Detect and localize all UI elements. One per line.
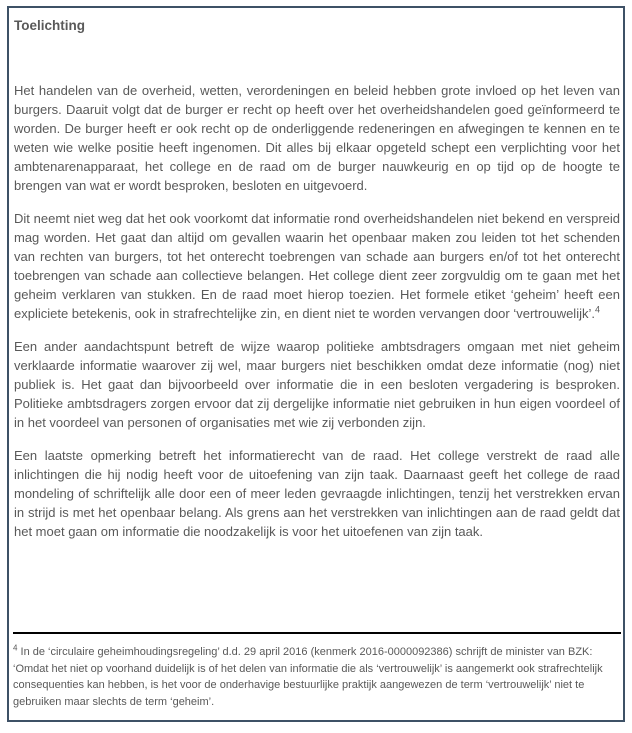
footnote-text: In de ‘circulaire geheimhoudingsregeling’ d.d. 29 april 2016 (kenmerk 2016-0000092386) schrijft de minister van BZK: ‘Omdat het niet op voorhand duidelijk is of het delen van informatie die als ‘vertrouwelijk’ is aangemerkt ook strafrechtelijk consequenties kan hebben, is het voor de onderhavige bestuurlijke praktijk aangewezen de term ‘vertrouwelijk’ niet te gebruiken maar slechts de term ‘geheim’. [13,646,603,708]
paragraph-1-text: Het handelen van de overheid, wetten, verordeningen en beleid hebben grote invloed op het leven van burgers. Daaruit volgt dat de burger er recht op heeft over het overheidshandelen goed geïnformeerd te worden. De burger heeft er ook recht op de onderliggende redeneringen en afwegingen te kennen en te weten wie welke positie heeft ingenomen. Dit alles bij elkaar opgeteld schept een verplichting voor het ambtenarenapparaat, het college en de raad om de burger nauwkeurig en op tijd op de hoogte te brengen van wat er wordt besproken, besloten en uitgevoerd. [14,83,620,193]
paragraph-2 [14,209,620,323]
footnote-number: 4 [13,643,18,653]
paragraph-4-text: Een laatste opmerking betreft het informatierecht van de raad. Het college verstrekt de raad alle inlichtingen die hij nodig heeft voor de uitoefening van zijn taak. Daarnaast geeft het college de raad mondeling of schriftelijk alle door een of meer leden gevraagde inlichtingen, tenzij het verstrekken ervan in strijd is met het openbaar belang. Als grens aan het verstrekken van inlichtingen aan de raad geldt dat het moet gaan om informatie die noodzakelijk is voor het uitoefenen van zijn taak. [14,448,620,539]
document-body [14,81,620,541]
page-title: Toelichting [14,18,85,33]
paragraph-1 [14,81,620,195]
document-content [14,8,620,555]
paragraph-4 [14,446,620,541]
footnote-reference-marker: 4 [594,304,600,315]
footnote-separator-rule [13,632,621,634]
footnote-area [13,632,621,710]
paragraph-3 [14,337,620,432]
footnote [13,644,621,710]
page-border-frame [7,6,625,722]
paragraph-2-text: Dit neemt niet weg dat het ook voorkomt dat informatie rond overheidshandelen niet bekend en verspreid mag worden. Het gaat dan altijd om gevallen waarin het openbaar maken zou leiden tot het schenden van rechten van burgers, tot het onterecht toebrengen van schade aan burgers en/of tot het onterecht toebrengen van schade aan collectieve belangen. Het college dient zeer zorgvuldig om te gaan met het geheim verklaren van stukken. En de raad moet hierop toezien. Het formele etiket ‘geheim’ heeft een expliciete betekenis, ook in strafrechtelijke zin, en dient niet te worden vervangen door ‘vertrouwelijk’. [14,211,620,321]
paragraph-3-text: Een ander aandachtspunt betreft de wijze waarop politieke ambtsdragers omgaan met niet geheim verklaarde informatie waarover zij wel, maar burgers niet beschikken omdat deze informatie (nog) niet publiek is. Het gaat dan bijvoorbeeld over informatie die in een besloten vergadering is besproken. Politieke ambtsdragers zorgen ervoor dat zij dergelijke informatie niet gebruiken in hun eigen voordeel of in het voordeel van personen of organisaties met wie zij verbonden zijn. [14,339,620,430]
